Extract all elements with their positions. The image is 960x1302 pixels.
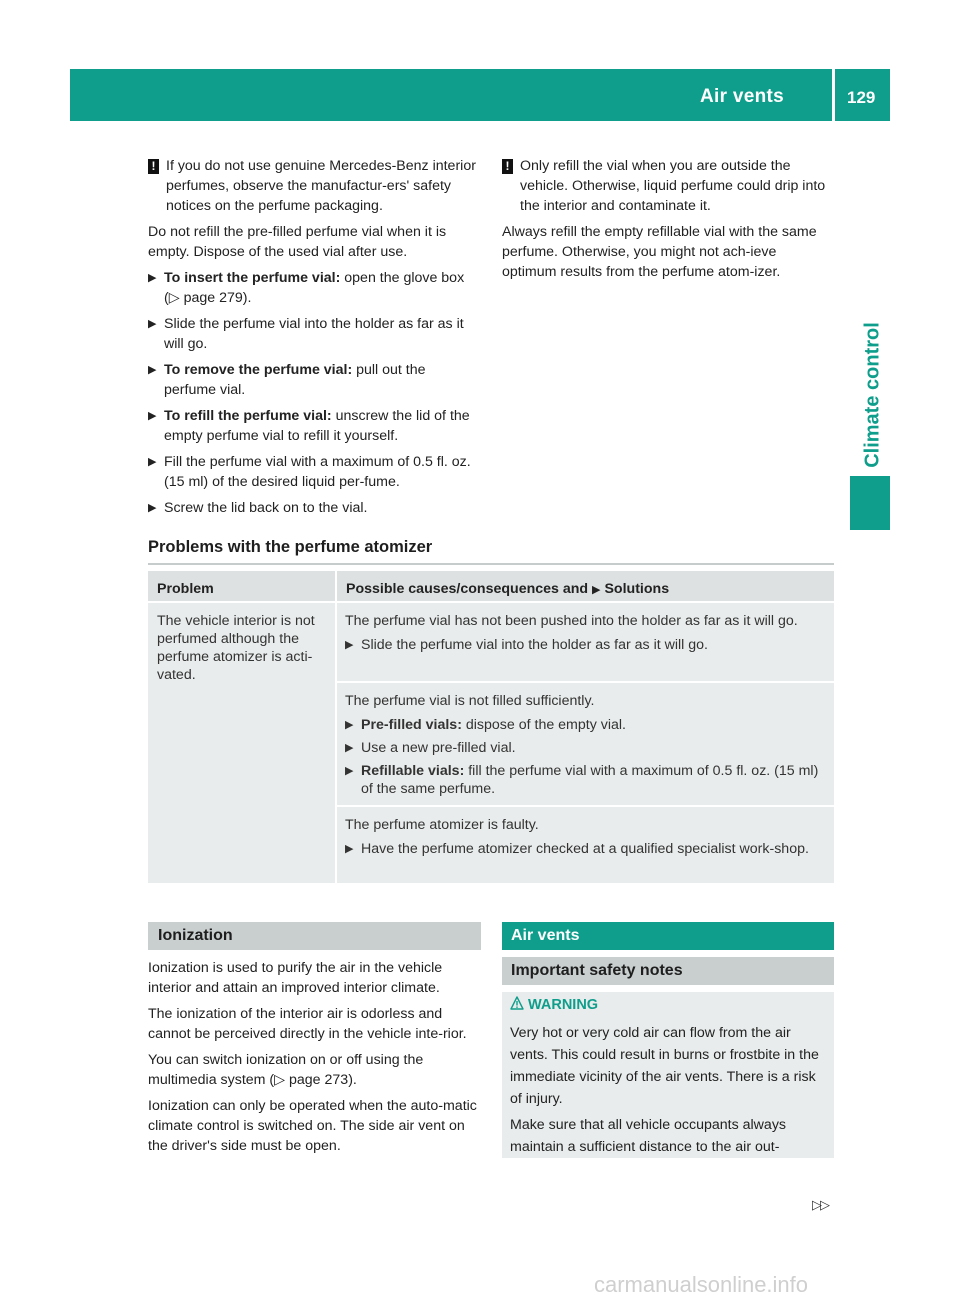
step-insert: [148, 268, 481, 308]
arrow-bullet-icon: ▶: [148, 272, 157, 284]
solution-text: fill the perfume vial with a maximum of 0.5 fl. oz. (15 ml) of the same perfume.: [361, 763, 819, 797]
warning-heading: [510, 996, 598, 1014]
page-number: 129: [847, 88, 876, 107]
solution-text: dispose of the empty vial.: [461, 717, 626, 733]
step-text: Screw the lid back on to the vial.: [164, 500, 368, 516]
solution-text: Slide the perfume vial into the holder as far as it will go.: [361, 637, 708, 653]
solution-text: Have the perfume atomizer checked at a qualified specialist work-shop.: [361, 841, 809, 857]
section-heading: Problems with the perfume atomizer: [148, 538, 433, 556]
step-label: To remove the perfume vial:: [164, 362, 353, 378]
step-refill: [148, 406, 481, 446]
solution-label: Pre-filled vials:: [361, 717, 462, 733]
step-remove: [148, 360, 481, 400]
caution-note: [502, 156, 834, 216]
cause-text: The perfume vial has not been pushed into the holder as far as it will go.: [345, 613, 798, 629]
step-label: To insert the perfume vial:: [164, 270, 341, 286]
solution-step: [345, 636, 826, 654]
cause-text: The perfume atomizer is faulty.: [345, 817, 539, 833]
step-label: To refill the perfume vial:: [164, 408, 332, 424]
watermark: carmanualsonline.info: [594, 1272, 809, 1297]
arrow-bullet-icon: ▶: [148, 456, 157, 468]
section-divider: [148, 563, 834, 565]
caution-note: [148, 156, 481, 216]
vial-dispose-paragraph: Do not refill the pre-filled perfume vial when it is empty. Dispose of the used vial after use.: [148, 224, 447, 260]
refill-paragraph: Always refill the empty refillable vial with the same perfume. Otherwise, you might not ach-ieve optimum results from the perfume atom-izer.: [502, 224, 817, 280]
solution-step: [345, 739, 826, 757]
step-text-end: ).: [242, 290, 252, 306]
arrow-bullet-icon: ▶: [345, 742, 354, 754]
ionization-paragraph: Ionization can only be operated when the auto-matic climate control is switched on. The side air vent on the driver's side must be open.: [148, 1098, 477, 1154]
page-reference-link[interactable]: page 279: [183, 290, 243, 306]
table-header-problem: Problem: [148, 571, 335, 601]
air-vents-title: Air vents: [511, 927, 580, 944]
table-cell-cause-2: [337, 683, 834, 805]
continued-arrow-icon: ▷▷: [812, 1197, 828, 1212]
right-column: [502, 156, 834, 288]
paragraph-text: You can switch ionization on or off using the multimedia system (: [148, 1052, 424, 1088]
paragraph-text-end: ).: [348, 1072, 357, 1088]
warning-label: WARNING: [528, 997, 599, 1013]
warning-paragraph: Very hot or very cold air can flow from the air vents. This could result in burns or frostbite in the immediate vicinity of the air vents. There is a risk of injury.: [510, 1025, 819, 1107]
warning-body: [510, 1022, 828, 1162]
arrow-bullet-icon: ▶: [148, 502, 157, 514]
exclamation-icon: !: [502, 159, 513, 174]
header-text: Solutions: [604, 581, 670, 597]
problems-table: [148, 571, 834, 883]
warning-paragraph: Make sure that all vehicle occupants always maintain a sufficient distance to the air out-: [510, 1117, 787, 1155]
chapter-tab-label: Climate control: [861, 322, 884, 468]
step-fill: [148, 452, 481, 492]
step-text: open the glove box (: [164, 270, 465, 306]
header-divider: [832, 69, 835, 121]
caution-text: If you do not use genuine Mercedes-Benz interior perfumes, observe the manufactur-ers' safety notices on the perfume packaging.: [166, 158, 476, 214]
arrow-bullet-icon: ▶: [345, 765, 354, 777]
ionization-paragraph: [148, 1050, 481, 1090]
step-text: Fill the perfume vial with a maximum of 0.5 fl. oz. (15 ml) of the desired liquid per-fume.: [164, 454, 471, 490]
page-title: Air vents: [700, 86, 785, 107]
solution-text: Use a new pre-filled vial.: [361, 740, 516, 756]
table-header-solutions: [337, 571, 834, 601]
page-ref-icon: ▷: [168, 290, 184, 306]
arrow-bullet-icon: ▶: [345, 639, 354, 651]
arrow-bullet-icon: ▶: [148, 364, 157, 376]
caution-text: Only refill the vial when you are outside the vehicle. Otherwise, liquid perfume could drip into the interior and contaminate it.: [520, 158, 826, 214]
arrow-bullet-icon: ▶: [592, 584, 601, 596]
step-text: Slide the perfume vial into the holder as far as it will go.: [164, 316, 464, 352]
arrow-bullet-icon: ▶: [148, 410, 157, 422]
solution-step: [345, 716, 826, 734]
safety-notes-title: Important safety notes: [511, 962, 683, 979]
header-text: Possible causes/consequences and: [346, 581, 589, 597]
ionization-title: Ionization: [158, 927, 233, 944]
solution-step: [345, 762, 826, 798]
table-cell-cause-1: [337, 603, 834, 681]
exclamation-icon: !: [148, 159, 159, 174]
cause-text: The perfume vial is not filled sufficiently.: [345, 693, 595, 709]
table-cell-problem: The vehicle interior is not perfumed although the perfume atomizer is acti-vated.: [148, 603, 335, 883]
left-column: [148, 156, 481, 524]
table-cell-cause-3: [337, 807, 834, 883]
ionization-paragraph: The ionization of the interior air is odorless and cannot be perceived directly in the vehicle inte-rior.: [148, 1006, 467, 1042]
chapter-tab-marker: [850, 476, 890, 530]
solution-step: [345, 840, 826, 858]
arrow-bullet-icon: ▶: [345, 719, 354, 731]
page-ref-icon: ▷: [274, 1072, 289, 1088]
ionization-paragraph: Ionization is used to purify the air in the vehicle interior and attain an improved interior climate.: [148, 960, 443, 996]
arrow-bullet-icon: ▶: [148, 318, 157, 330]
ionization-body: [148, 958, 481, 1162]
step-text: pull out the perfume vial.: [164, 362, 426, 398]
page-reference-link[interactable]: page 273: [289, 1072, 349, 1088]
arrow-bullet-icon: ▶: [345, 843, 354, 855]
solution-label: Refillable vials:: [361, 763, 465, 779]
step-screw: [148, 498, 481, 518]
step-text: unscrew the lid of the empty perfume vial to refill it yourself.: [164, 408, 470, 444]
warning-triangle-icon: [510, 996, 524, 1010]
step-slide: [148, 314, 481, 354]
